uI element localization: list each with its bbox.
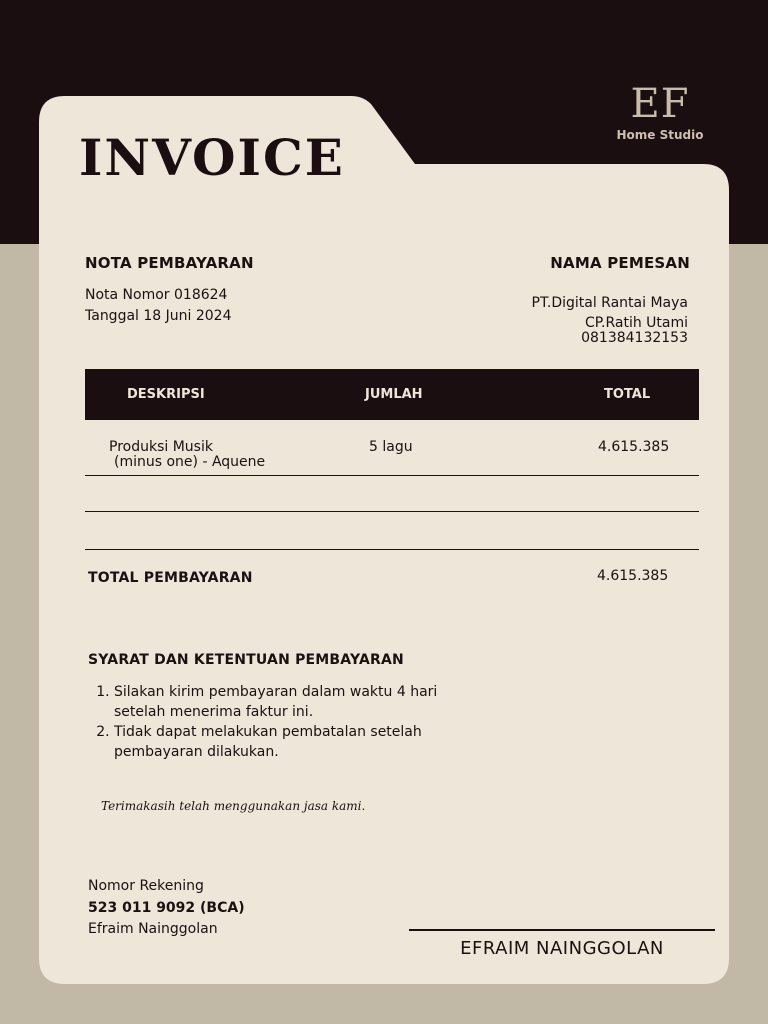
account-label: Nomor Rekening [88, 878, 204, 894]
customer-company: PT.Digital Rantai Maya [531, 295, 688, 311]
terms-item: 1. Silakan kirim pembayaran dalam waktu 4 hari setelah menerima faktur ini. [114, 682, 454, 722]
table-divider [85, 475, 699, 476]
invoice-date: Tanggal 18 Juni 2024 [85, 308, 232, 324]
terms-list [88, 682, 454, 762]
table-divider [85, 511, 699, 512]
signature-line [409, 929, 715, 931]
row-quantity: 5 lagu [369, 439, 413, 455]
total-label: TOTAL PEMBAYARAN [88, 570, 253, 586]
thank-you-note: Terimakasih telah menggunakan jasa kami. [101, 799, 366, 813]
customer-contact: CP.Ratih Utami [584, 315, 688, 331]
customer-phone: 081384132153 [581, 330, 688, 346]
table-header [85, 369, 699, 420]
row-total: 4.615.385 [598, 439, 670, 455]
table-divider [85, 549, 699, 550]
signature-name: EFRAIM NAINGGOLAN [460, 938, 664, 959]
row-description-line-1: Produksi Musik [109, 439, 213, 455]
column-header-quantity: JUMLAH [365, 387, 423, 402]
nota-number: Nota Nomor 018624 [85, 287, 228, 303]
terms-item: 2. Tidak dapat melakukan pembatalan setelah pembayaran dilakukan. [114, 722, 454, 762]
account-holder: Efraim Nainggolan [88, 921, 218, 937]
total-amount: 4.615.385 [597, 568, 669, 584]
terms-heading: SYARAT DAN KETENTUAN PEMBAYARAN [88, 652, 404, 668]
invoice-title: INVOICE [79, 128, 345, 187]
customer-heading: NAMA PEMESAN [550, 254, 690, 272]
column-header-description: DESKRIPSI [127, 387, 205, 402]
logo-mark: EF [630, 81, 690, 127]
nota-heading: NOTA PEMBAYARAN [85, 254, 254, 272]
brand-name: Home Studio [616, 128, 704, 142]
card-background [39, 96, 729, 984]
column-header-total: TOTAL [604, 387, 651, 402]
account-number: 523 011 9092 (BCA) [88, 900, 245, 916]
invoice-card [39, 96, 729, 984]
row-description-line-2: (minus one) - Aquene [114, 454, 266, 470]
